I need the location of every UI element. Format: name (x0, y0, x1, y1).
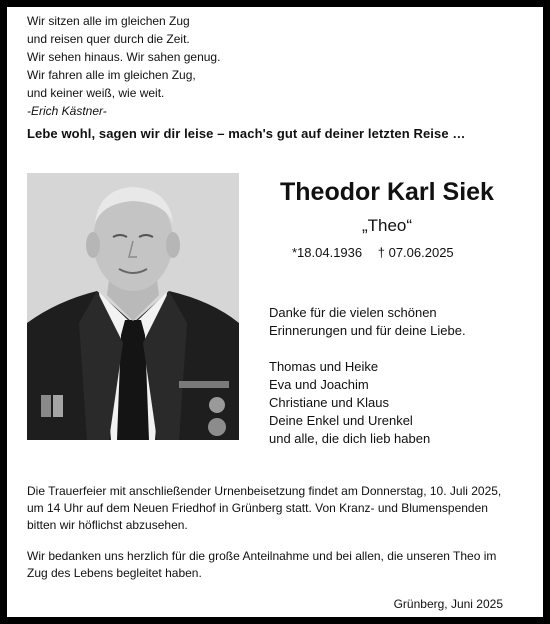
gratitude-line: Zug des Lebens begleitet haben. (27, 566, 202, 580)
poem-author: -Erich Kästner- (27, 104, 107, 118)
mourner-entry: Deine Enkel und Urenkel (269, 413, 413, 428)
gratitude-note (27, 548, 537, 582)
poem (27, 12, 220, 120)
funeral-line: bitten wir höflichst abzusehen. (27, 518, 188, 532)
gratitude-line: Wir bedanken uns herzlich für die große Anteilnahme und bei allen, die unseren Theo im (27, 549, 497, 563)
mourner-entry: Eva und Joachim (269, 377, 369, 392)
funeral-line: um 14 Uhr auf dem Neuen Friedhof in Grünberg statt. Von Kranz- und Blumenspenden (27, 501, 488, 515)
obituary-notice (7, 7, 543, 617)
portrait-illustration (27, 173, 239, 440)
birth-date: *18.04.1936 (292, 245, 363, 260)
death-date: † 07.06.2025 (377, 245, 454, 260)
poem-line: und keiner weiß, wie weit. (27, 86, 165, 100)
poem-line: Wir sitzen alle im gleichen Zug (27, 14, 190, 28)
farewell-motto: Lebe wohl, sagen wir dir leise – mach's gut auf deiner letzten Reise … (27, 126, 466, 141)
thanks-line: Danke für die vielen schönen (269, 305, 437, 320)
mourners-list (269, 358, 430, 448)
mourner-entry: Christiane und Klaus (269, 395, 389, 410)
portrait-photo (27, 173, 239, 440)
life-dates (292, 245, 454, 260)
poem-line: und reisen quer durch die Zeit. (27, 32, 190, 46)
deceased-nickname: „Theo“ (361, 216, 413, 235)
thanks-message (269, 304, 466, 340)
funeral-info (27, 483, 537, 534)
poem-line: Wir fahren alle im gleichen Zug, (27, 68, 196, 82)
funeral-line: Die Trauerfeier mit anschließender Urnenbeisetzung findet am Donnerstag, 10. Juli 2025, (27, 484, 502, 498)
poem-line: Wir sehen hinaus. Wir sahen genug. (27, 50, 221, 64)
thanks-line: Erinnerungen und für deine Liebe. (269, 323, 466, 338)
place-and-date: Grünberg, Juni 2025 (393, 597, 503, 611)
deceased-name: Theodor Karl Siek (280, 178, 494, 206)
mourner-entry: Thomas und Heike (269, 359, 379, 374)
mourner-entry: und alle, die dich lieb haben (269, 431, 431, 446)
